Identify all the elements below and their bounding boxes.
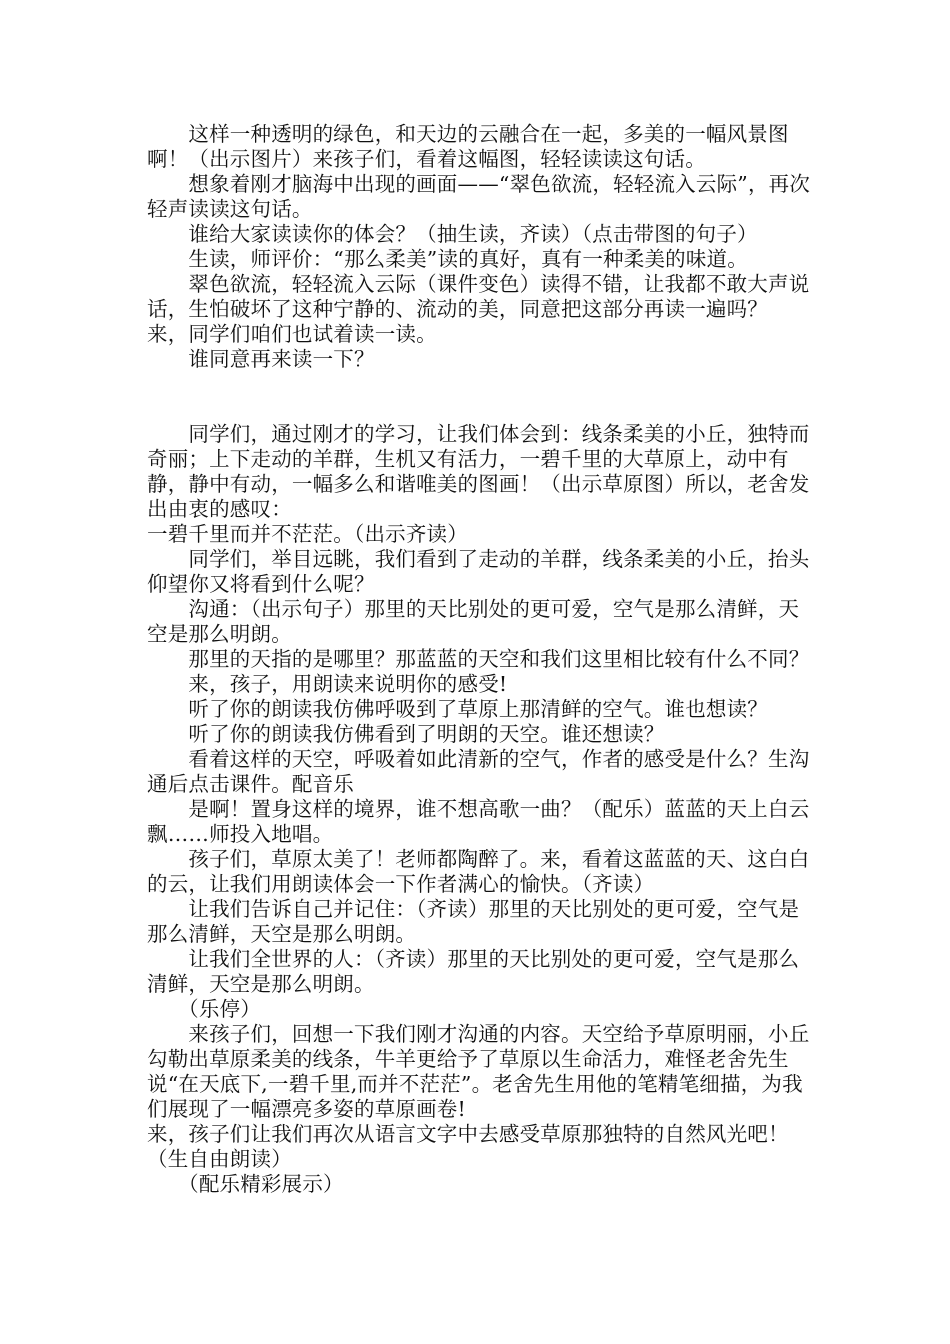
- paragraph: 看着这样的天空，呼吸着如此清新的空气，作者的感受是什么？生沟通后点击课件。配音乐: [147, 747, 810, 796]
- paragraph: 同学们，举目远眺，我们看到了走动的羊群，线条柔美的小丘，抬头仰望你又将看到什么呢？: [147, 547, 810, 596]
- document-body: [147, 122, 812, 1197]
- paragraph: 谁同意再来读一下？: [147, 347, 375, 371]
- paragraph: 生读，师评价：“那么柔美”读的真好，真有一种柔美的味道。: [147, 247, 748, 271]
- paragraph: 让我们告诉自己并记住：（齐读）那里的天比别处的更可爱，空气是那么清鲜，天空是那么明朗。: [147, 897, 800, 946]
- text-section-1: [147, 122, 812, 372]
- text-section-2: [147, 422, 812, 1197]
- paragraph: 孩子们，草原太美了！老师都陶醉了。来，看着这蓝蓝的天、这白白的云，让我们用朗读体会一下作者满心的愉快。（齐读）: [147, 847, 810, 896]
- paragraph: 来孩子们，回想一下我们刚才沟通的内容。天空给予草原明丽，小丘勾勒出草原柔美的线条，牛羊更给予了草原以生命活力，难怪老舍先生说“在天底下,一碧千里,而并不茫茫”。老舍先生用他的笔精笔细描，为我们展现了一幅漂亮多姿的草原画卷!: [147, 1022, 810, 1121]
- paragraph: 是啊！置身这样的境界，谁不想高歌一曲？（配乐）蓝蓝的天上白云飘……师投入地唱。: [147, 797, 810, 846]
- paragraph: 谁给大家读读你的体会？（抽生读，齐读）（点击带图的句子）: [147, 222, 758, 246]
- paragraph: 来，孩子们让我们再次从语言文字中去感受草原那独特的自然风光吧！（生自由朗读）: [147, 1122, 789, 1171]
- paragraph: 听了你的朗读我仿佛看到了明朗的天空。谁还想读？: [147, 722, 665, 746]
- blank-line: [147, 372, 812, 422]
- paragraph: 来，同学们咱们也试着读一读。: [147, 322, 437, 346]
- paragraph: 让我们全世界的人：（齐读）那里的天比别处的更可爱，空气是那么清鲜，天空是那么明朗。: [147, 947, 800, 996]
- paragraph: 沟通：（出示句子）那里的天比别处的更可爱，空气是那么清鲜，天空是那么明朗。: [147, 597, 800, 646]
- paragraph: 来，孩子，用朗读来说明你的感受!: [147, 672, 508, 696]
- paragraph: 想象着刚才脑海中出现的画面——“翠色欲流，轻轻流入云际”，再次轻声读读这句话。: [147, 172, 811, 221]
- paragraph: 翠色欲流，轻轻流入云际（课件变色）读得不错，让我都不敢大声说话，生怕破坏了这种宁静的、流动的美，同意把这部分再读一遍吗？: [147, 272, 810, 321]
- paragraph: （乐停）: [147, 997, 261, 1021]
- paragraph: 听了你的朗读我仿佛呼吸到了草原上那清鲜的空气。谁也想读？: [147, 697, 768, 721]
- paragraph: （配乐精彩展示）: [147, 1172, 344, 1196]
- paragraph: 那里的天指的是哪里？那蓝蓝的天空和我们这里相比较有什么不同？: [147, 647, 810, 671]
- paragraph: 这样一种透明的绿色，和天边的云融合在一起，多美的一幅风景图啊！（出示图片）来孩子们，看着这幅图，轻轻读读这句话。: [147, 122, 789, 171]
- paragraph: 同学们，通过刚才的学习，让我们体会到：线条柔美的小丘，独特而奇丽；上下走动的羊群，生机又有活力，一碧千里的大草原上，动中有静，静中有动，一幅多么和谐唯美的图画！（出示草原图）所以，老舍发出由衷的感叹：: [147, 422, 810, 521]
- paragraph: 一碧千里而并不茫茫。（出示齐读）: [147, 522, 468, 546]
